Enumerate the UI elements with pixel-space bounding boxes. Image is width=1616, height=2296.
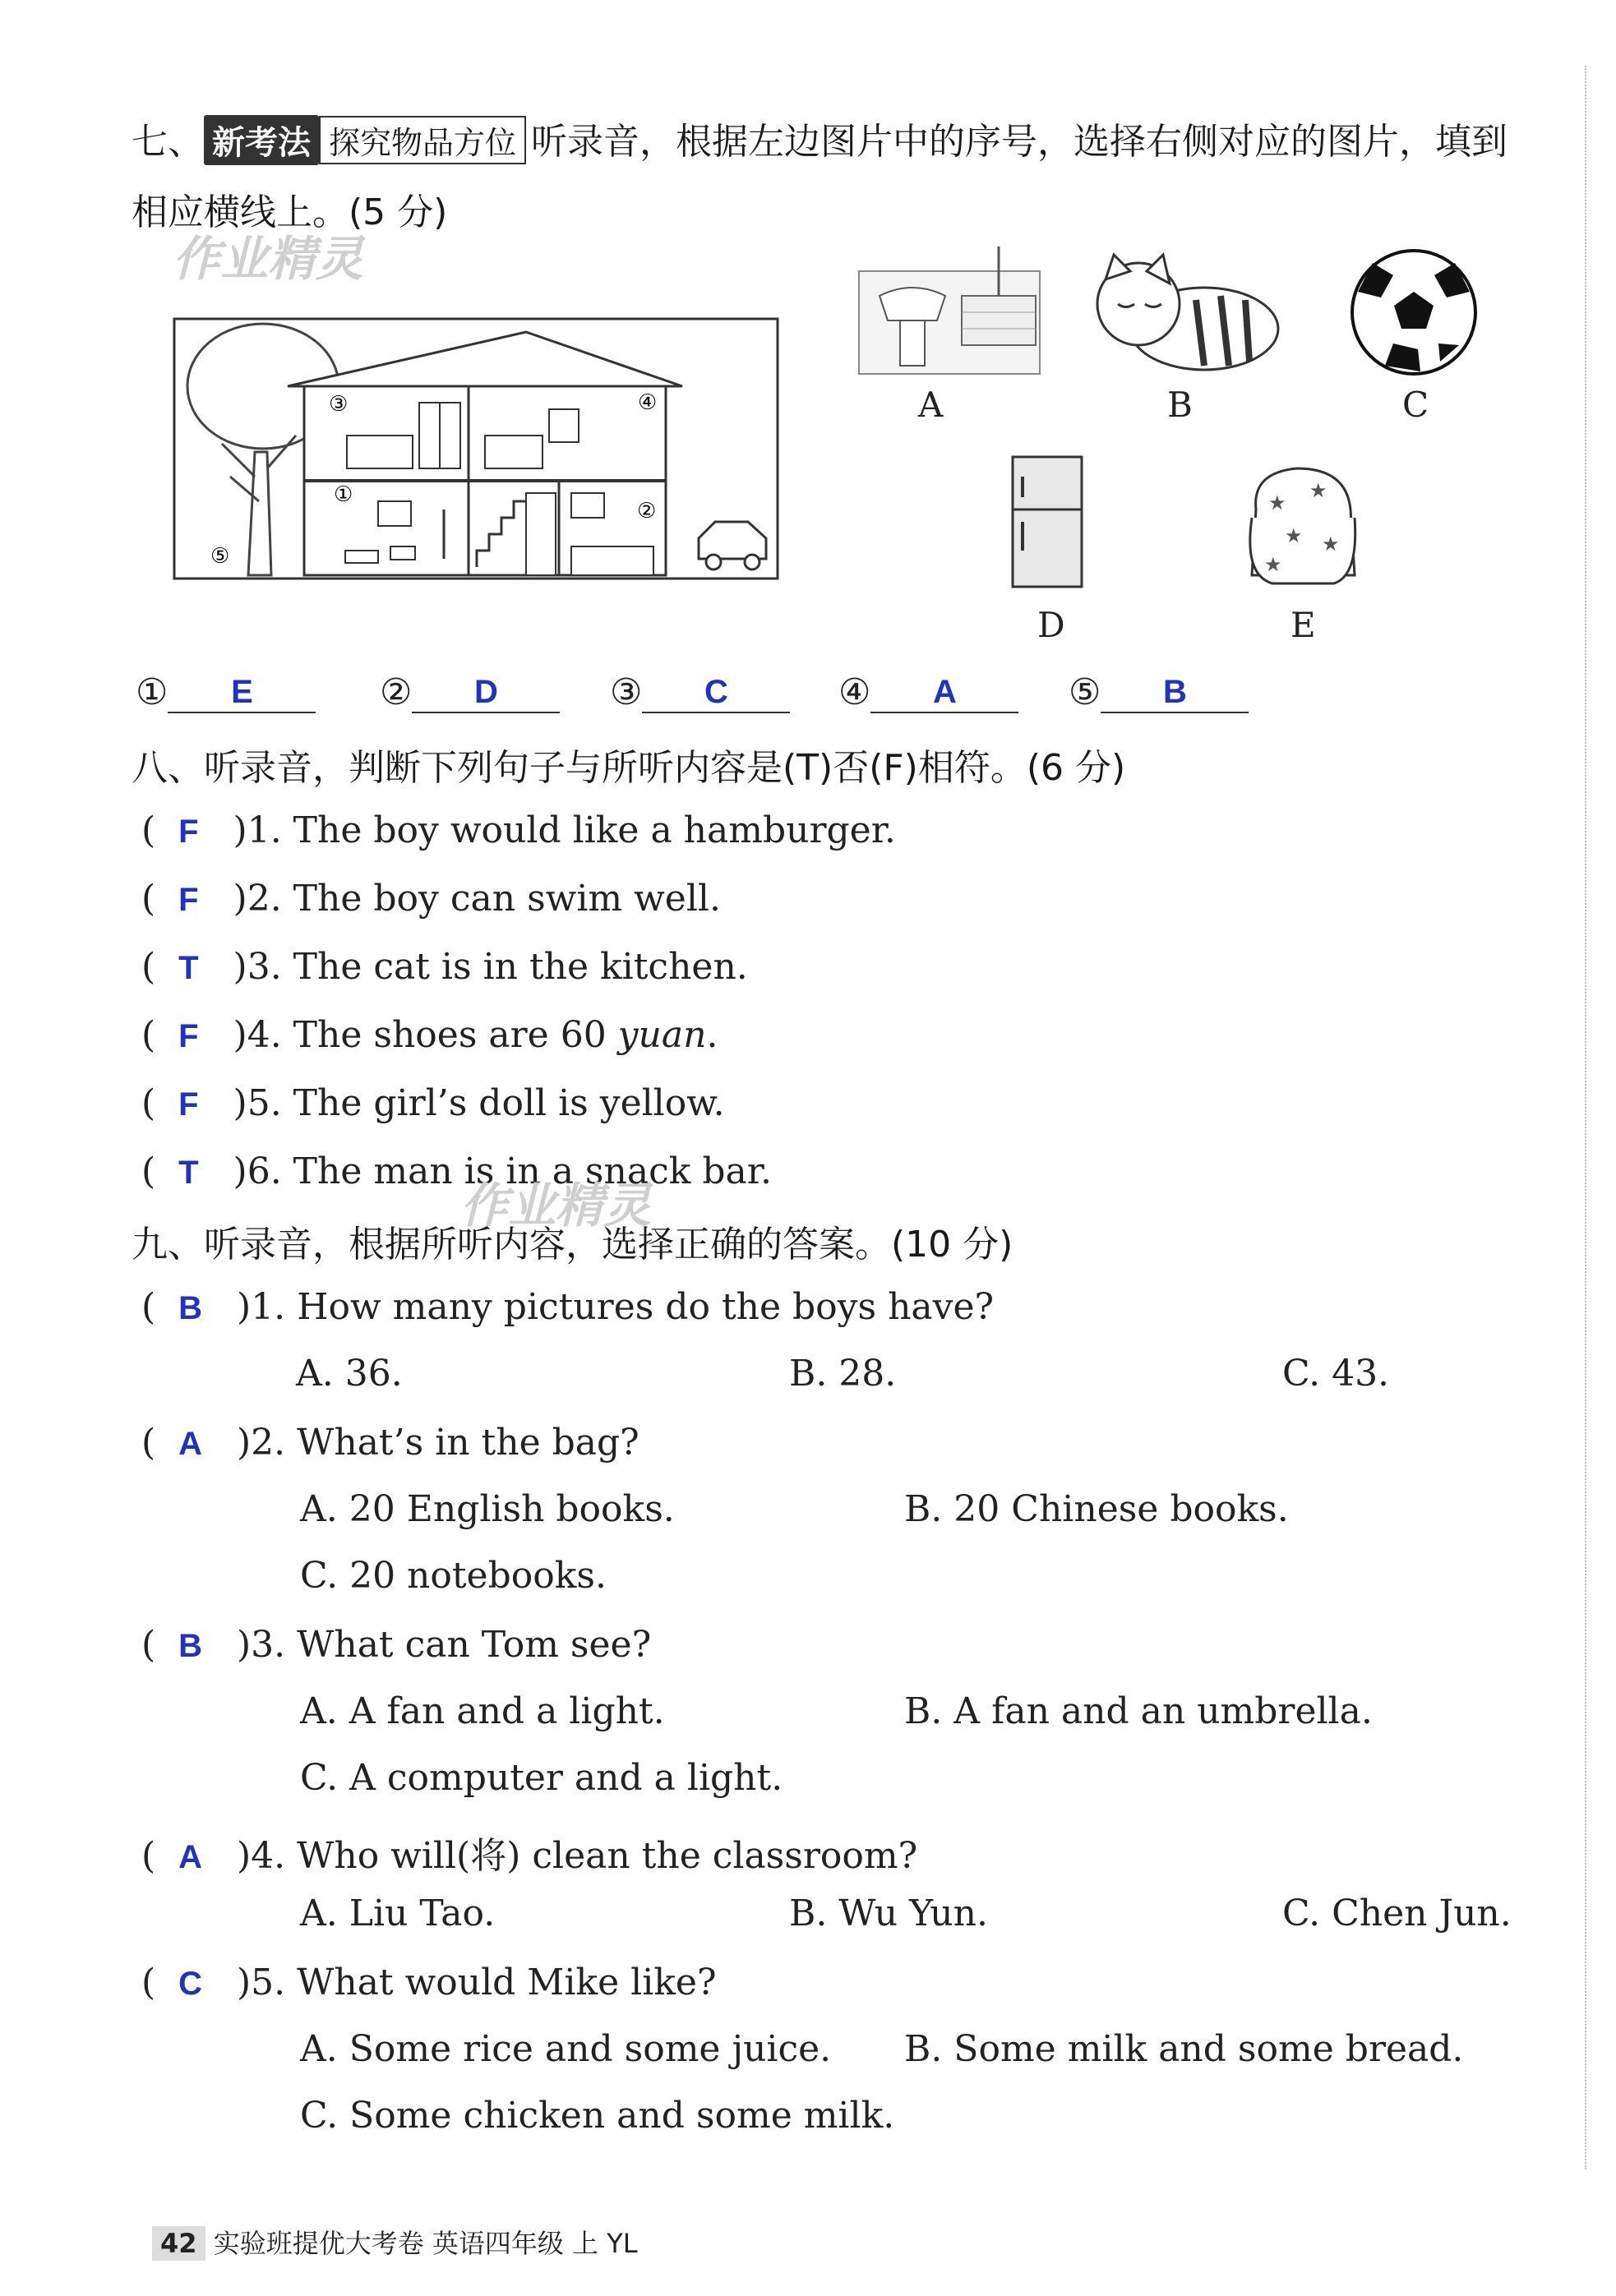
blank-number-2: ② bbox=[380, 671, 413, 713]
section7-title-line2: 相应横线上。(5 分) bbox=[132, 191, 448, 233]
q4-option-b: B. Wu Yun. bbox=[789, 1893, 988, 1934]
q3-option-b: B. A fan and an umbrella. bbox=[904, 1690, 1373, 1732]
mc-text-1: )1. How many pictures do the boys have? bbox=[237, 1286, 995, 1328]
blank-answer-5: B bbox=[1163, 674, 1187, 710]
watermark: 作业精灵 bbox=[173, 231, 364, 287]
picture-c-label: C bbox=[1402, 385, 1429, 425]
answer-blank-1 bbox=[136, 670, 316, 713]
tf-item-3: ( T )3. The cat is in the kitchen. bbox=[141, 946, 748, 988]
q1-option-c: C. 43. bbox=[1282, 1353, 1390, 1395]
blank-answer-3: C bbox=[704, 674, 728, 710]
blank-answer-2: D bbox=[474, 674, 498, 710]
q2-option-c: C. 20 notebooks. bbox=[300, 1555, 607, 1597]
blank-number-1: ① bbox=[136, 671, 169, 713]
mc-question-4: ( A )4. Who will(将) clean the classroom? bbox=[141, 1835, 918, 1877]
section7-number: 七、 bbox=[132, 121, 204, 163]
tf-answer-5: F bbox=[178, 1086, 199, 1123]
picture-c-ball bbox=[1348, 247, 1480, 378]
picture-d-fridge bbox=[1003, 452, 1093, 592]
q4-option-a: A. Liu Tao. bbox=[300, 1893, 496, 1934]
tf-answer-1: F bbox=[178, 814, 199, 850]
tf-text-2: )2. The boy can swim well. bbox=[233, 878, 721, 920]
svg-text:★: ★ bbox=[1309, 479, 1327, 502]
blank-answer-1: E bbox=[231, 674, 253, 710]
mc-answer-3: B bbox=[178, 1628, 203, 1664]
tf-answer-4: F bbox=[178, 1018, 199, 1054]
q1-option-a: A. 36. bbox=[296, 1353, 403, 1395]
house-number-1: ① bbox=[334, 482, 353, 507]
tf-item-4: ( F )4. The shoes are 60 yuan. bbox=[141, 1014, 718, 1056]
mc-text-4: )4. Who will(将) clean the classroom? bbox=[237, 1835, 918, 1877]
blank-number-5: ⑤ bbox=[1069, 671, 1101, 713]
blank-answer-4: A bbox=[933, 674, 957, 710]
tf-text-1: )1. The boy would like a hamburger. bbox=[233, 809, 896, 851]
mc-answer-4: A bbox=[178, 1839, 203, 1875]
q3-option-a: A. A fan and a light. bbox=[300, 1690, 665, 1732]
answer-blank-3 bbox=[610, 670, 790, 713]
mc-question-1: ( B )1. How many pictures do the boys have? bbox=[141, 1286, 995, 1328]
mc-text-5: )5. What would Mike like? bbox=[237, 1962, 717, 2003]
page-footer bbox=[152, 2223, 638, 2261]
mc-text-3: )3. What can Tom see? bbox=[237, 1624, 652, 1666]
mc-question-2: ( A )2. What’s in the bag? bbox=[141, 1422, 639, 1464]
house-number-2: ② bbox=[637, 499, 657, 523]
svg-text:★: ★ bbox=[1268, 491, 1286, 514]
section9-title: 九、听录音，根据所听内容，选择正确的答案。(10 分) bbox=[132, 1224, 1013, 1266]
mc-answer-1: B bbox=[178, 1290, 203, 1326]
picture-e-armchair bbox=[1240, 460, 1363, 592]
answer-blank-4 bbox=[838, 670, 1018, 713]
q5-option-a: A. Some rice and some juice. bbox=[300, 2028, 832, 2070]
picture-b-cat bbox=[1081, 251, 1286, 374]
section8-title: 八、听录音，判断下列句子与所听内容是(T)否(F)相符。(6 分) bbox=[132, 747, 1126, 789]
mc-text-2: )2. What’s in the bag? bbox=[237, 1422, 639, 1464]
house-number-3: ③ bbox=[329, 392, 349, 417]
q1-option-b: B. 28. bbox=[789, 1353, 897, 1395]
tf-text-6: )6. The man is in a snack bar. bbox=[233, 1150, 772, 1192]
q3-option-c: C. A computer and a light. bbox=[300, 1757, 783, 1799]
section7-instruction: 听录音，根据左边图片中的序号，选择右侧对应的图片，填到 bbox=[531, 121, 1508, 163]
tf-item-1: ( F )1. The boy would like a hamburger. bbox=[141, 809, 896, 851]
footer-title: 实验班提优大考卷 英语四年级 上 YL bbox=[213, 2228, 638, 2259]
q5-option-c: C. Some chicken and some milk. bbox=[300, 2095, 895, 2137]
section7-title-line1 bbox=[132, 112, 1507, 165]
tf-item-5: ( F )5. The girl’s doll is yellow. bbox=[141, 1082, 725, 1124]
tf-item-2: ( F )2. The boy can swim well. bbox=[141, 878, 721, 920]
tf-text-4-after: . bbox=[706, 1014, 718, 1056]
svg-text:★: ★ bbox=[1264, 553, 1282, 576]
house-number-5: ⑤ bbox=[210, 544, 230, 569]
watermark-2: 作业精灵 bbox=[460, 1178, 652, 1233]
svg-text:★: ★ bbox=[1322, 533, 1340, 556]
tf-answer-3: T bbox=[178, 950, 199, 986]
margin-line bbox=[1585, 66, 1586, 2169]
blank-number-4: ④ bbox=[838, 671, 871, 713]
tf-text-4-italic: yuan bbox=[617, 1014, 707, 1056]
picture-a-bathroom bbox=[855, 247, 1044, 378]
house-number-4: ④ bbox=[638, 390, 658, 415]
house-illustration bbox=[173, 312, 781, 583]
tf-text-3: )3. The cat is in the kitchen. bbox=[233, 946, 748, 988]
q2-option-a: A. 20 English books. bbox=[300, 1488, 675, 1530]
answer-blank-2 bbox=[380, 670, 560, 713]
mc-question-5: ( C )5. What would Mike like? bbox=[141, 1962, 717, 2003]
picture-e-label: E bbox=[1290, 605, 1316, 645]
q5-option-b: B. Some milk and some bread. bbox=[904, 2028, 1464, 2070]
mc-question-3: ( B )3. What can Tom see? bbox=[141, 1624, 652, 1666]
tf-answer-6: T bbox=[178, 1155, 199, 1191]
tf-item-6: ( T )6. The man is in a snack bar. bbox=[141, 1150, 772, 1192]
q4-option-c: C. Chen Jun. bbox=[1282, 1893, 1512, 1934]
topic-tag: 探究物品方位 bbox=[319, 116, 526, 164]
q2-option-b: B. 20 Chinese books. bbox=[904, 1488, 1289, 1530]
tf-text-5: )5. The girl’s doll is yellow. bbox=[233, 1082, 725, 1124]
picture-b-label: B bbox=[1167, 385, 1193, 425]
answer-blank-5 bbox=[1069, 670, 1249, 713]
svg-text:★: ★ bbox=[1285, 524, 1303, 547]
mc-answer-5: C bbox=[178, 1966, 203, 2002]
picture-a-label: A bbox=[918, 385, 944, 425]
mc-answer-2: A bbox=[178, 1426, 203, 1462]
new-method-tag: 新考法 bbox=[204, 115, 319, 165]
picture-d-label: D bbox=[1037, 605, 1065, 645]
page-number: 42 bbox=[152, 2226, 205, 2261]
tf-text-4: )4. The shoes are 60 bbox=[233, 1014, 618, 1056]
tf-answer-2: F bbox=[178, 882, 199, 918]
blank-number-3: ③ bbox=[610, 671, 643, 713]
